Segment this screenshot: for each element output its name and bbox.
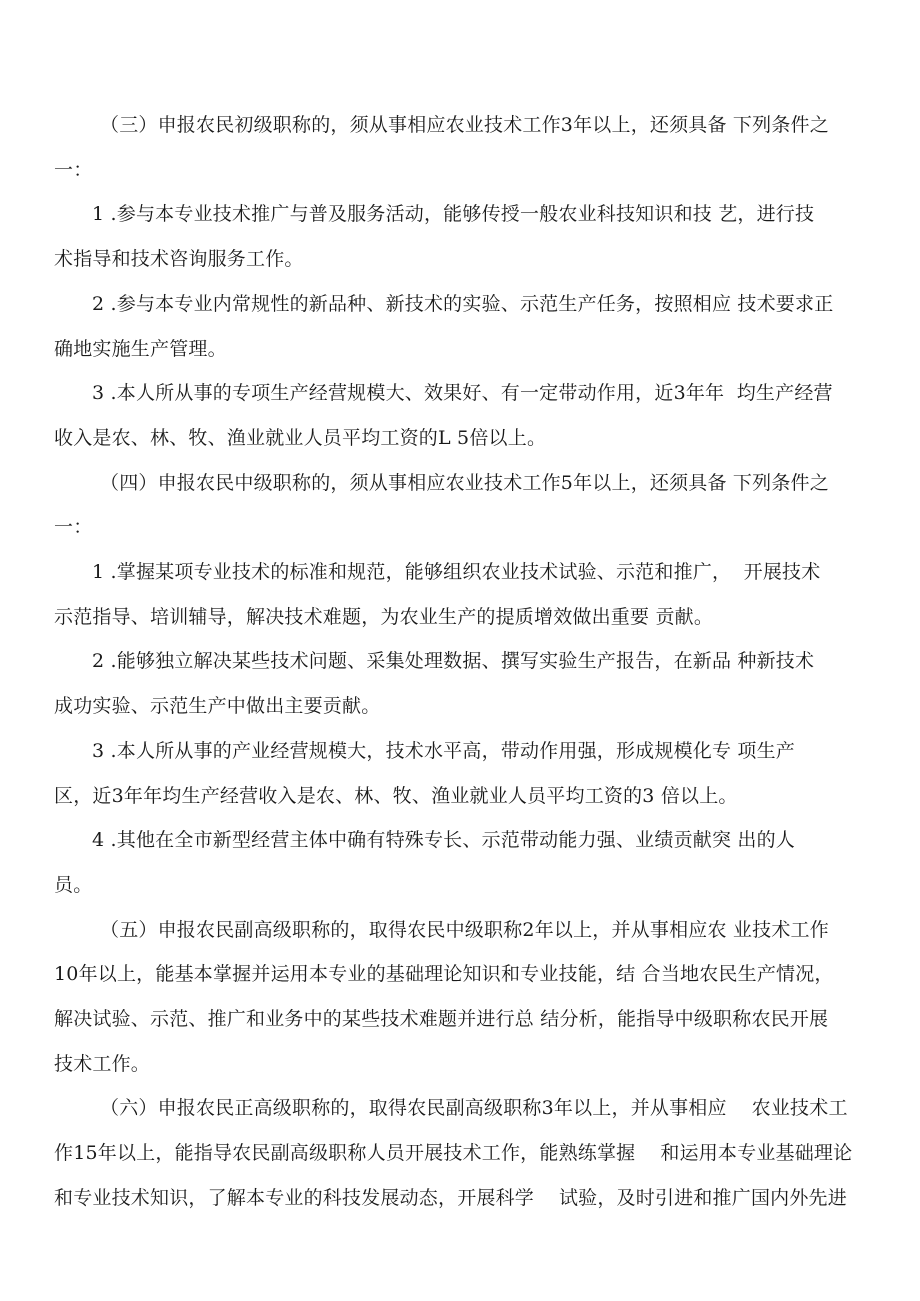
paragraph-item bbox=[54, 818, 880, 907]
text-line: 3 .本人所从事的专项生产经营规模大、效果好、有一定带动作用，近3年年 均生产经营 bbox=[92, 382, 833, 405]
paragraph-item bbox=[54, 639, 880, 728]
text-line: 一： bbox=[54, 158, 93, 181]
text-line: 2 .参与本专业内常规性的新品种、新技术的实验、示范生产任务，按照相应 技术要求正 bbox=[92, 292, 834, 315]
text-line: 3 .本人所从事的产业经营规模大，技术水平高，带动作用强，形成规模化专 项生产 bbox=[92, 739, 796, 762]
text-line: 1 .掌握某项专业技术的标准和规范，能够组织农业技术试验、示范和推广， 开展技术 bbox=[92, 561, 821, 584]
text-line: 解决试验、示范、推广和业务中的某些技术难题并进行总 结分析，能指导中级职称农民开展 bbox=[54, 1008, 829, 1031]
text-line: 技术工作。 bbox=[54, 1052, 151, 1075]
document-page bbox=[54, 103, 880, 1221]
text-line: 区，近3年年均生产经营收入是农、林、牧、渔业就业人员平均工资的3 倍以上。 bbox=[54, 784, 738, 807]
text-line: 4 .其他在全市新型经营主体中确有特殊专长、示范带动能力强、业绩贡献突 出的人 bbox=[92, 829, 796, 852]
paragraph-item bbox=[54, 371, 880, 460]
paragraph-item bbox=[54, 729, 880, 818]
text-line: （四）申报农民中级职称的，须从事相应农业技术工作5年以上，还须具备 下列条件之 bbox=[100, 471, 829, 494]
text-line: 示范指导、培训辅导，解决技术难题，为农业生产的提质增效做出重要 贡献。 bbox=[54, 605, 714, 628]
text-line: 术指导和技术咨询服务工作。 bbox=[54, 248, 304, 271]
text-line: 收入是农、林、牧、渔业就业人员平均工资的L 5倍以上。 bbox=[54, 426, 547, 449]
text-line: （五）申报农民副高级职称的，取得农民中级职称2年以上，并从事相应农 业技术工作 bbox=[100, 918, 829, 941]
text-line: 成功实验、示范生产中做出主要贡献。 bbox=[54, 695, 381, 718]
text-line: 作15年以上，能指导农民副高级职称人员开展技术工作，能熟练掌握 和运用本专业基础理论 bbox=[54, 1142, 853, 1165]
text-line: （三）申报农民初级职称的，须从事相应农业技术工作3年以上，还须具备 下列条件之 bbox=[100, 114, 829, 136]
paragraph-section-5 bbox=[54, 908, 880, 1087]
text-line: 确地实施生产管理。 bbox=[54, 337, 227, 360]
paragraph-item bbox=[54, 192, 880, 281]
paragraph-item bbox=[54, 282, 880, 371]
text-line: （六）申报农民正高级职称的，取得农民副高级职称3年以上，并从事相应 农业技术工 bbox=[100, 1097, 848, 1120]
paragraph-section-3 bbox=[54, 103, 880, 192]
text-line: 和专业技术知识，了解本专业的科技发展动态，开展科学 试验，及时引进和推广国内外先进 bbox=[54, 1186, 847, 1209]
text-line: 一： bbox=[54, 516, 93, 539]
text-line: 员。 bbox=[54, 873, 93, 896]
text-line: 1 .参与本专业技术推广与普及服务活动，能够传授一般农业科技知识和技 艺，进行技 bbox=[92, 203, 815, 226]
paragraph-item bbox=[54, 550, 880, 639]
text-line: 2 .能够独立解决某些技术问题、采集处理数据、撰写实验生产报告，在新品 种新技术 bbox=[92, 650, 815, 673]
paragraph-section-4 bbox=[54, 461, 880, 550]
text-line: 10年以上，能基本掌握并运用本专业的基础理论知识和专业技能，结 合当地农民生产情况， bbox=[54, 963, 834, 986]
paragraph-section-6 bbox=[54, 1086, 880, 1220]
